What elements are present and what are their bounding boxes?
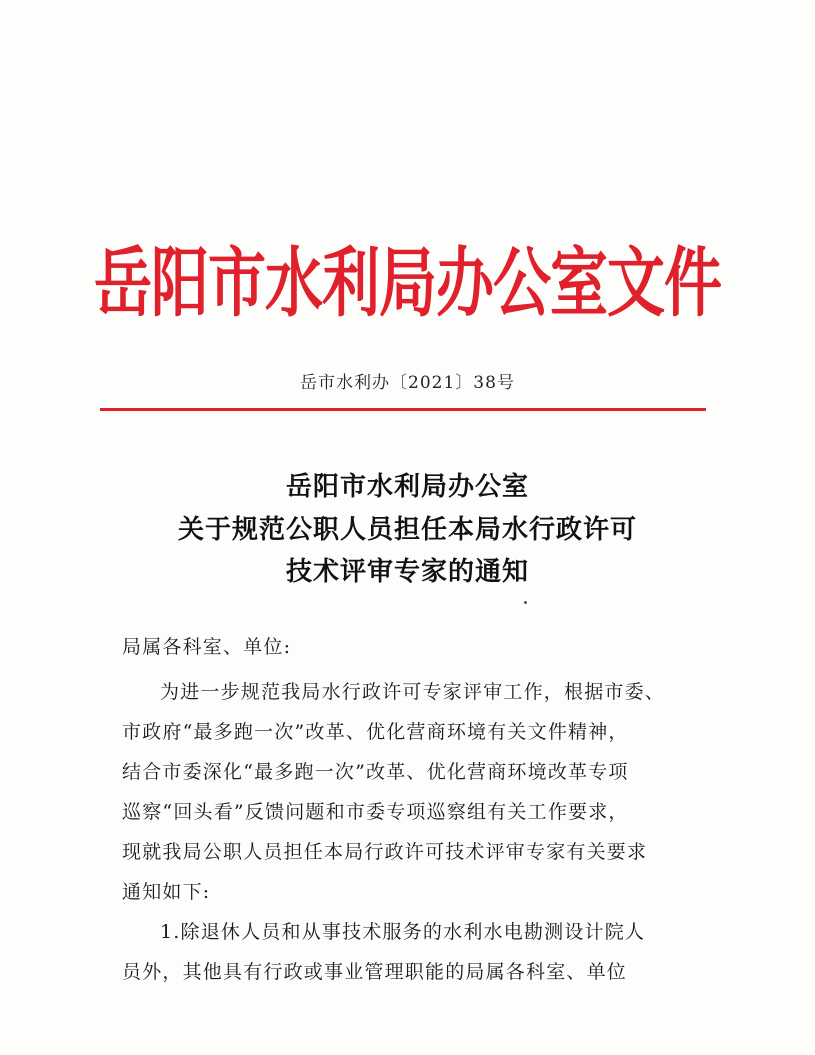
notice-title-line-1: 岳阳市水利局办公室	[285, 472, 529, 502]
body-line: 为进一步规范我局水行政许可专家评审工作，根据市委、	[160, 681, 666, 703]
notice-title-line-2: 关于规范公职人员担任本局水行政许可	[177, 515, 637, 545]
salutation: 局属各科室、单位:	[122, 636, 292, 658]
body-line: 市政府“最多跑一次”改革、优化营商环境有关文件精神，	[122, 721, 629, 743]
document-number: 岳市水利办〔2021〕38号	[300, 373, 515, 393]
body-line: 通知如下:	[122, 881, 211, 903]
body-line: 结合市委深化“最多跑一次”改革、优化营商环境改革专项	[122, 761, 629, 783]
body-line: 员外，其他具有行政或事业管理职能的局属各科室、单位	[122, 961, 628, 983]
body-line: 巡察“回头看”反馈问题和市委专项巡察组有关工作要求，	[122, 801, 629, 823]
body-line: 1.除退休人员和从事技术服务的水利水电勘测设计院人	[160, 921, 646, 943]
red-divider-line	[100, 408, 706, 411]
office-header-title: 岳阳市水利局办公室文件	[93, 238, 721, 328]
notice-title-line-3: 技术评审专家的通知	[285, 557, 529, 587]
scan-speck	[524, 601, 527, 604]
body-line: 现就我局公职人员担任本局行政许可技术评审专家有关要求	[122, 841, 648, 863]
